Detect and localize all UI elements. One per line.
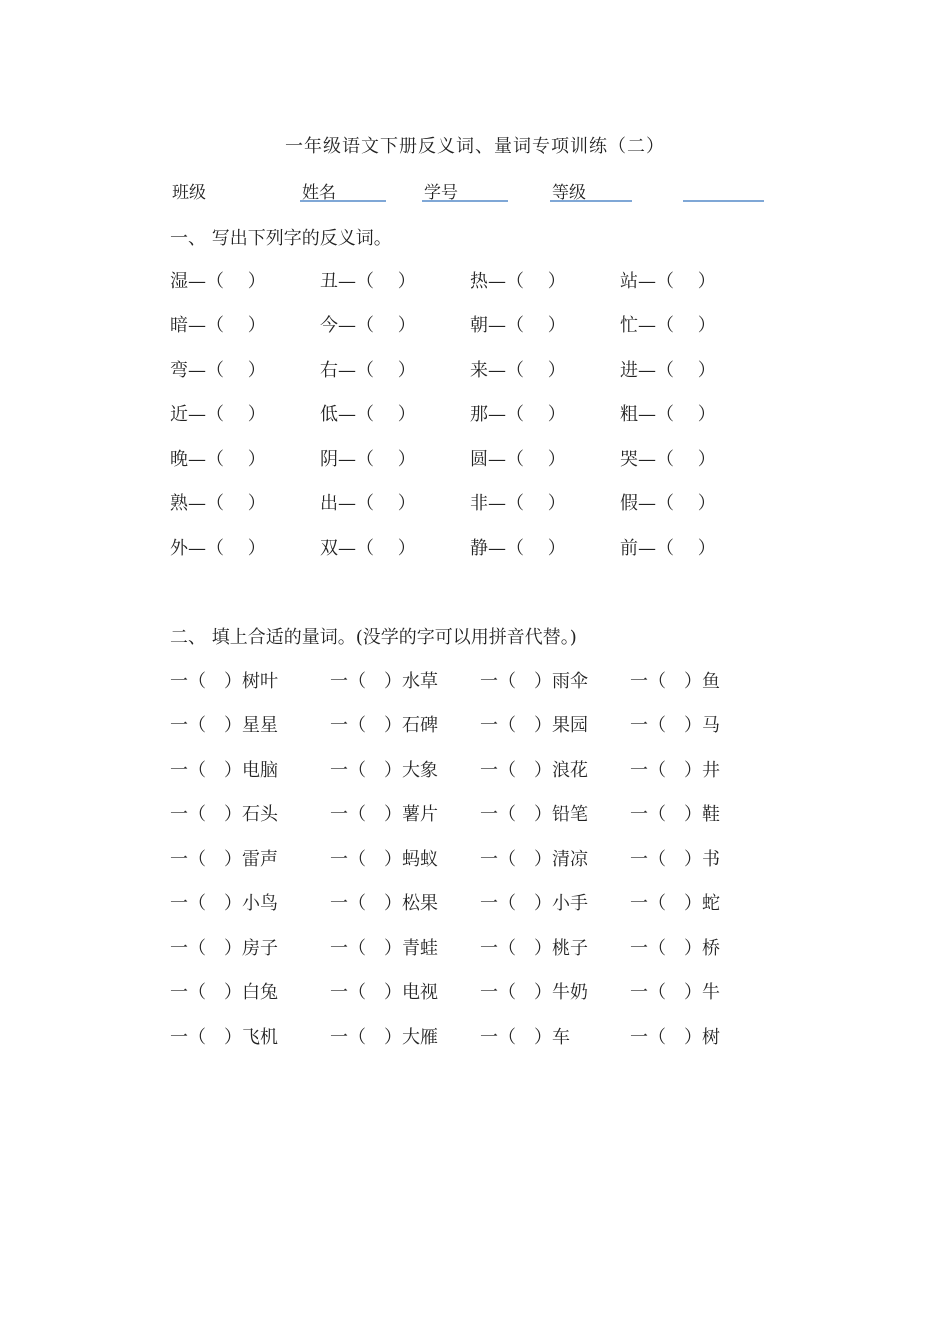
measure-item: 一（ ）雨伞 <box>480 671 588 692</box>
antonym-item: 前—（ ） <box>620 538 716 559</box>
measure-item: 一（ ）车 <box>480 1027 570 1048</box>
antonym-item: 近—（ ） <box>170 404 266 425</box>
antonym-item: 熟—（ ） <box>170 493 266 514</box>
grade-label: 等级 <box>552 183 586 203</box>
measure-item: 一（ ）水草 <box>330 671 438 692</box>
blank-underline <box>683 200 764 202</box>
measure-item: 一（ ）井 <box>630 760 720 781</box>
antonym-item: 哭—（ ） <box>620 449 716 470</box>
antonym-item: 粗—（ ） <box>620 404 716 425</box>
measure-item: 一（ ）小鸟 <box>170 893 278 914</box>
measure-item: 一（ ）铅笔 <box>480 804 588 825</box>
section1-heading: 一、 写出下列字的反义词。 <box>170 228 392 249</box>
measure-item: 一（ ）清凉 <box>480 849 588 870</box>
page-title: 一年级语文下册反义词、量词专项训练（二） <box>285 136 665 157</box>
measure-item: 一（ ）松果 <box>330 893 438 914</box>
name-label: 姓名 <box>302 183 336 203</box>
antonym-item: 假—（ ） <box>620 493 716 514</box>
measure-item: 一（ ）大象 <box>330 760 438 781</box>
measure-item: 一（ ）飞机 <box>170 1027 278 1048</box>
measure-item: 一（ ）薯片 <box>330 804 438 825</box>
antonym-item: 来—（ ） <box>470 360 566 381</box>
measure-item: 一（ ）树叶 <box>170 671 278 692</box>
measure-item: 一（ ）雷声 <box>170 849 278 870</box>
measure-item: 一（ ）鞋 <box>630 804 720 825</box>
id-underline <box>422 200 508 202</box>
antonym-item: 湿—（ ） <box>170 271 266 292</box>
antonym-item: 那—（ ） <box>470 404 566 425</box>
measure-item: 一（ ）浪花 <box>480 760 588 781</box>
antonym-item: 弯—（ ） <box>170 360 266 381</box>
id-label: 学号 <box>424 183 458 203</box>
antonym-item: 非—（ ） <box>470 493 566 514</box>
antonym-item: 晚—（ ） <box>170 449 266 470</box>
measure-item: 一（ ）鱼 <box>630 671 720 692</box>
grade-underline <box>550 200 632 202</box>
measure-item: 一（ ）小手 <box>480 893 588 914</box>
measure-item: 一（ ）电脑 <box>170 760 278 781</box>
antonym-item: 双—（ ） <box>320 538 416 559</box>
antonym-item: 阴—（ ） <box>320 449 416 470</box>
measure-item: 一（ ）树 <box>630 1027 720 1048</box>
measure-item: 一（ ）书 <box>630 849 720 870</box>
measure-item: 一（ ）蛇 <box>630 893 720 914</box>
antonym-item: 丑—（ ） <box>320 271 416 292</box>
antonym-item: 低—（ ） <box>320 404 416 425</box>
measure-item: 一（ ）牛 <box>630 982 720 1003</box>
section2-heading: 二、 填上合适的量词。(没学的字可以用拼音代替。) <box>170 627 577 648</box>
measure-item: 一（ ）大雁 <box>330 1027 438 1048</box>
antonym-item: 静—（ ） <box>470 538 566 559</box>
measure-item: 一（ ）电视 <box>330 982 438 1003</box>
measure-item: 一（ ）蚂蚁 <box>330 849 438 870</box>
name-underline <box>300 200 386 202</box>
antonym-item: 进—（ ） <box>620 360 716 381</box>
antonym-item: 圆—（ ） <box>470 449 566 470</box>
antonym-item: 站—（ ） <box>620 271 716 292</box>
antonym-item: 外—（ ） <box>170 538 266 559</box>
class-label: 班级 <box>172 183 206 203</box>
antonym-item: 今—（ ） <box>320 315 416 336</box>
measure-item: 一（ ）石头 <box>170 804 278 825</box>
measure-item: 一（ ）桃子 <box>480 938 588 959</box>
antonym-item: 朝—（ ） <box>470 315 566 336</box>
measure-item: 一（ ）白兔 <box>170 982 278 1003</box>
antonym-item: 暗—（ ） <box>170 315 266 336</box>
measure-item: 一（ ）马 <box>630 715 720 736</box>
antonym-item: 热—（ ） <box>470 271 566 292</box>
antonym-item: 忙—（ ） <box>620 315 716 336</box>
antonym-item: 出—（ ） <box>320 493 416 514</box>
measure-item: 一（ ）星星 <box>170 715 278 736</box>
measure-item: 一（ ）牛奶 <box>480 982 588 1003</box>
measure-item: 一（ ）青蛙 <box>330 938 438 959</box>
measure-item: 一（ ）石碑 <box>330 715 438 736</box>
measure-item: 一（ ）果园 <box>480 715 588 736</box>
measure-item: 一（ ）房子 <box>170 938 278 959</box>
measure-item: 一（ ）桥 <box>630 938 720 959</box>
antonym-item: 右—（ ） <box>320 360 416 381</box>
